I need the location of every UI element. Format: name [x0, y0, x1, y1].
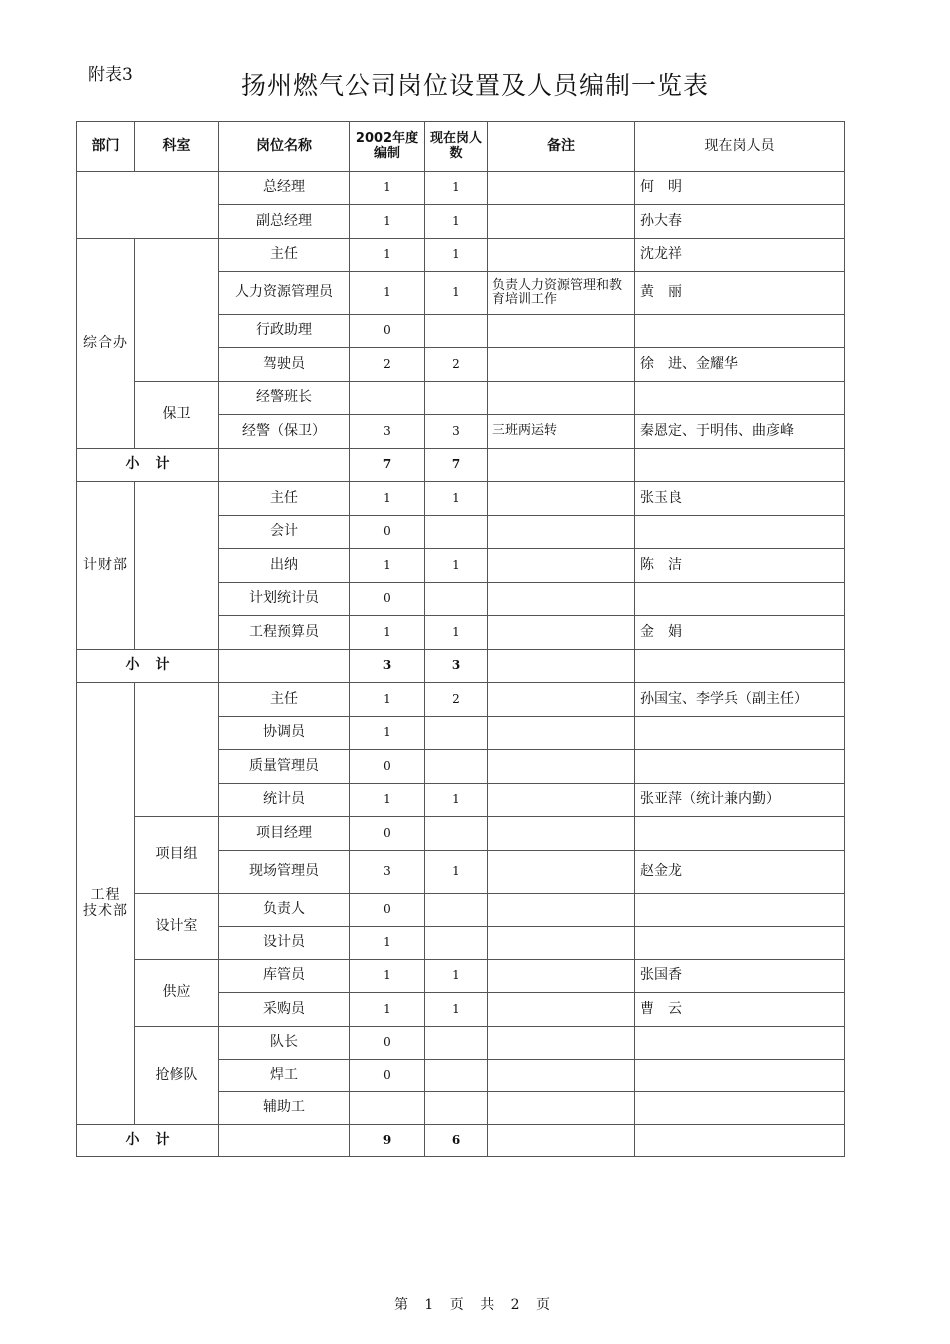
note-cell	[488, 960, 635, 993]
post-cell: 驾驶员	[219, 348, 350, 382]
note-cell	[488, 750, 635, 784]
quota-cell: 0	[350, 1027, 425, 1060]
quota-cell: 1	[350, 172, 425, 205]
staff-cell	[635, 1060, 845, 1092]
staff-cell: 张亚萍（统计兼内勤）	[635, 784, 845, 817]
annex-label: 附表3	[88, 65, 133, 85]
note-cell	[488, 616, 635, 650]
section-cell-blank	[135, 482, 219, 650]
header-note: 备注	[488, 122, 635, 172]
post-cell: 出纳	[219, 549, 350, 583]
note-cell: 负责人力资源管理和教育培训工作	[488, 272, 635, 315]
note-cell-blank	[488, 650, 635, 683]
note-cell	[488, 817, 635, 851]
staff-cell	[635, 750, 845, 784]
header-dept: 部门	[77, 122, 135, 172]
note-cell	[488, 851, 635, 894]
note-cell	[488, 239, 635, 272]
current-total: 3	[425, 650, 488, 683]
post-cell-blank	[219, 449, 350, 482]
post-cell: 辅助工	[219, 1092, 350, 1125]
section-cell: 供应	[135, 960, 219, 1027]
current-cell: 1	[425, 272, 488, 315]
page-title: 扬州燃气公司岗位设置及人员编制一览表	[240, 71, 709, 100]
quota-cell: 0	[350, 315, 425, 348]
staff-cell	[635, 1092, 845, 1125]
note-cell	[488, 894, 635, 927]
section-cell: 设计室	[135, 894, 219, 960]
post-cell: 主任	[219, 239, 350, 272]
table-row	[77, 817, 845, 851]
staff-cell-blank	[635, 449, 845, 482]
quota-cell: 1	[350, 784, 425, 817]
current-cell	[425, 750, 488, 784]
staff-cell-blank	[635, 1125, 845, 1157]
quota-cell: 0	[350, 750, 425, 784]
current-cell: 1	[425, 993, 488, 1027]
quota-cell: 0	[350, 583, 425, 616]
staff-cell	[635, 516, 845, 549]
post-cell: 采购员	[219, 993, 350, 1027]
current-cell: 1	[425, 960, 488, 993]
note-cell	[488, 315, 635, 348]
note-cell	[488, 717, 635, 750]
header-post: 岗位名称	[219, 122, 350, 172]
staff-cell: 徐 进、金耀华	[635, 348, 845, 382]
post-cell: 库管员	[219, 960, 350, 993]
quota-total: 9	[350, 1125, 425, 1157]
staff-cell: 秦恩定、于明伟、曲彦峰	[635, 415, 845, 449]
current-cell: 1	[425, 784, 488, 817]
post-cell: 副总经理	[219, 205, 350, 239]
subtotal-row	[77, 449, 845, 482]
quota-cell: 1	[350, 239, 425, 272]
quota-total: 3	[350, 650, 425, 683]
staffing-table	[76, 121, 845, 1157]
header-current: 现在岗人数	[425, 122, 488, 172]
note-cell	[488, 172, 635, 205]
current-cell	[425, 315, 488, 348]
dept-cell-blank	[77, 172, 219, 239]
staff-cell: 曹 云	[635, 993, 845, 1027]
post-cell: 计划统计员	[219, 583, 350, 616]
staff-cell	[635, 894, 845, 927]
current-cell: 1	[425, 172, 488, 205]
current-cell: 1	[425, 851, 488, 894]
current-cell: 2	[425, 683, 488, 717]
table-row	[77, 482, 845, 516]
note-cell	[488, 927, 635, 960]
post-cell: 经警（保卫）	[219, 415, 350, 449]
quota-cell: 3	[350, 851, 425, 894]
current-cell: 1	[425, 616, 488, 650]
post-cell: 队长	[219, 1027, 350, 1060]
post-cell: 会计	[219, 516, 350, 549]
quota-cell: 0	[350, 894, 425, 927]
note-cell	[488, 784, 635, 817]
staff-cell: 金 娟	[635, 616, 845, 650]
post-cell: 负责人	[219, 894, 350, 927]
current-cell: 3	[425, 415, 488, 449]
staff-cell: 陈 洁	[635, 549, 845, 583]
staff-cell: 黄 丽	[635, 272, 845, 315]
current-cell: 1	[425, 205, 488, 239]
quota-cell: 1	[350, 927, 425, 960]
staff-cell	[635, 817, 845, 851]
staff-cell: 孙国宝、李学兵（副主任）	[635, 683, 845, 717]
quota-cell	[350, 1092, 425, 1125]
quota-total: 7	[350, 449, 425, 482]
note-cell	[488, 549, 635, 583]
note-cell-blank	[488, 449, 635, 482]
post-cell: 焊工	[219, 1060, 350, 1092]
staff-cell: 沈龙祥	[635, 239, 845, 272]
staff-cell: 张玉良	[635, 482, 845, 516]
staff-cell	[635, 382, 845, 415]
section-cell: 抢修队	[135, 1027, 219, 1125]
staff-cell: 孙大春	[635, 205, 845, 239]
section-cell-blank	[135, 683, 219, 817]
table-row	[77, 894, 845, 927]
current-total: 6	[425, 1125, 488, 1157]
current-cell	[425, 894, 488, 927]
subtotal-label: 小计	[77, 650, 219, 683]
current-cell: 1	[425, 482, 488, 516]
post-cell: 质量管理员	[219, 750, 350, 784]
current-total: 7	[425, 449, 488, 482]
section-cell: 项目组	[135, 817, 219, 894]
quota-cell: 0	[350, 817, 425, 851]
table-row	[77, 960, 845, 993]
post-cell: 总经理	[219, 172, 350, 205]
quota-cell: 1	[350, 683, 425, 717]
post-cell: 主任	[219, 683, 350, 717]
section-cell: 保卫	[135, 382, 219, 449]
dept-cell: 综合办	[77, 239, 135, 449]
post-cell: 经警班长	[219, 382, 350, 415]
quota-cell: 2	[350, 348, 425, 382]
header-section: 科室	[135, 122, 219, 172]
staff-cell: 张国香	[635, 960, 845, 993]
current-cell: 1	[425, 239, 488, 272]
post-cell: 工程预算员	[219, 616, 350, 650]
table-row	[77, 1027, 845, 1060]
current-cell: 1	[425, 549, 488, 583]
section-cell-blank	[135, 239, 219, 382]
staff-cell	[635, 1027, 845, 1060]
quota-cell: 1	[350, 960, 425, 993]
current-cell	[425, 817, 488, 851]
note-cell	[488, 583, 635, 616]
note-cell-blank	[488, 1125, 635, 1157]
header-staff: 现在岗人员	[635, 122, 845, 172]
note-cell	[488, 482, 635, 516]
post-cell: 行政助理	[219, 315, 350, 348]
quota-cell: 0	[350, 1060, 425, 1092]
current-cell: 2	[425, 348, 488, 382]
note-cell	[488, 516, 635, 549]
quota-cell: 1	[350, 205, 425, 239]
note-cell	[488, 382, 635, 415]
staff-cell	[635, 315, 845, 348]
note-cell	[488, 1027, 635, 1060]
current-cell	[425, 583, 488, 616]
post-cell: 主任	[219, 482, 350, 516]
quota-cell	[350, 382, 425, 415]
post-cell: 项目经理	[219, 817, 350, 851]
quota-cell: 1	[350, 616, 425, 650]
subtotal-row	[77, 650, 845, 683]
header-row	[77, 122, 845, 172]
post-cell: 统计员	[219, 784, 350, 817]
subtotal-label: 小计	[77, 449, 219, 482]
quota-cell: 0	[350, 516, 425, 549]
staff-cell: 何 明	[635, 172, 845, 205]
staff-cell	[635, 717, 845, 750]
table-row	[77, 683, 845, 717]
subtotal-label: 小计	[77, 1125, 219, 1157]
note-cell	[488, 1092, 635, 1125]
quota-cell: 1	[350, 482, 425, 516]
current-cell	[425, 1027, 488, 1060]
post-cell: 设计员	[219, 927, 350, 960]
note-cell	[488, 683, 635, 717]
post-cell-blank	[219, 650, 350, 683]
current-cell	[425, 1092, 488, 1125]
staff-cell	[635, 927, 845, 960]
post-cell: 人力资源管理员	[219, 272, 350, 315]
current-cell	[425, 717, 488, 750]
staff-cell	[635, 583, 845, 616]
table-row	[77, 239, 845, 272]
post-cell: 协调员	[219, 717, 350, 750]
quota-cell: 1	[350, 993, 425, 1027]
quota-cell: 1	[350, 272, 425, 315]
dept-cell: 计财部	[77, 482, 135, 650]
current-cell	[425, 516, 488, 549]
note-cell	[488, 1060, 635, 1092]
subtotal-row	[77, 1125, 845, 1157]
note-cell	[488, 205, 635, 239]
quota-cell: 3	[350, 415, 425, 449]
page-footer: 第 1 页 共 2 页	[393, 1297, 557, 1313]
staff-cell-blank	[635, 650, 845, 683]
table-row	[77, 172, 845, 205]
post-cell-blank	[219, 1125, 350, 1157]
quota-cell: 1	[350, 717, 425, 750]
post-cell: 现场管理员	[219, 851, 350, 894]
current-cell	[425, 927, 488, 960]
note-cell	[488, 348, 635, 382]
table-row	[77, 382, 845, 415]
current-cell	[425, 1060, 488, 1092]
current-cell	[425, 382, 488, 415]
quota-cell: 1	[350, 549, 425, 583]
note-cell	[488, 993, 635, 1027]
dept-cell: 工程 技术部	[77, 683, 135, 1125]
header-quota: 2002年度编制	[350, 122, 425, 172]
note-cell: 三班两运转	[488, 415, 635, 449]
staff-cell: 赵金龙	[635, 851, 845, 894]
